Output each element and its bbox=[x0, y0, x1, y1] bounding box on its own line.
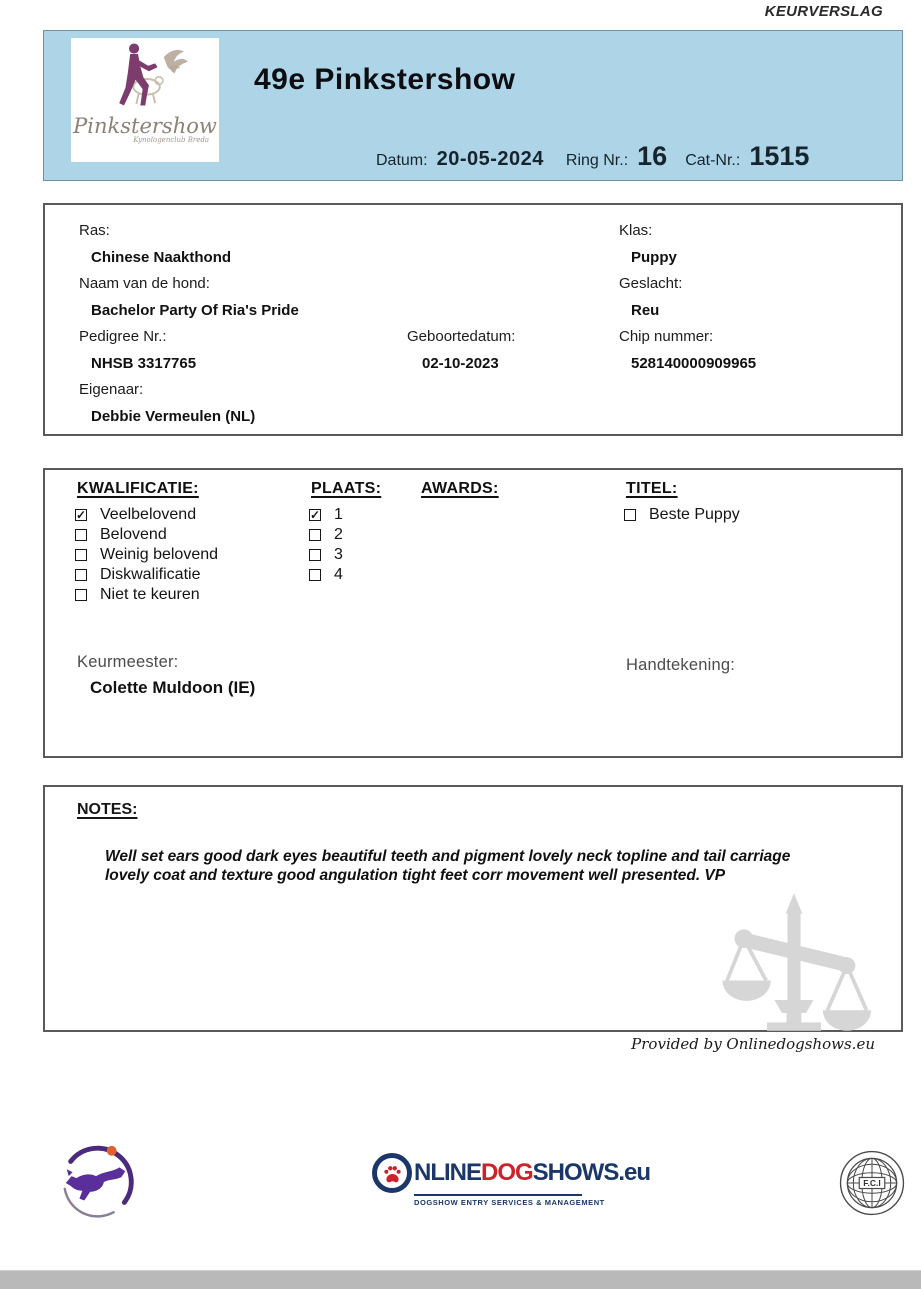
header-meta bbox=[376, 141, 827, 172]
ring-nr-label: Ring Nr.: bbox=[565, 152, 629, 169]
checkbox-option[interactable] bbox=[309, 545, 343, 563]
klas-label: Klas: bbox=[619, 222, 653, 239]
titel-options bbox=[624, 505, 740, 523]
ring-nr-value: 16 bbox=[637, 141, 668, 171]
notes-text: Well set ears good dark eyes beautiful teeth and pigment lovely neck topline and tail carriage lovely coat and texture good angulation tight feet corr movement well presented. VP bbox=[105, 848, 791, 884]
handtekening-label: Handtekening: bbox=[626, 656, 736, 674]
show-header bbox=[43, 30, 903, 181]
provided-by-text: Provided by Onlinedogshows.eu bbox=[631, 1035, 875, 1053]
checkbox-option[interactable] bbox=[75, 545, 219, 563]
plaats-options bbox=[309, 505, 343, 583]
checkbox-checked-icon[interactable]: ✓ bbox=[75, 507, 87, 522]
checkbox-unchecked-icon[interactable] bbox=[624, 509, 636, 521]
naam-value: Bachelor Party Of Ria's Pride bbox=[91, 302, 299, 319]
geslacht-value: Reu bbox=[631, 302, 660, 319]
ods-tagline: DOGSHOW ENTRY SERVICES & MANAGEMENT bbox=[414, 1198, 605, 1207]
eigenaar-label: Eigenaar: bbox=[79, 381, 144, 398]
paw-icon bbox=[382, 1163, 403, 1184]
checkbox-label: 2 bbox=[334, 525, 343, 543]
chip-label: Chip nummer: bbox=[619, 328, 714, 345]
checkbox-unchecked-icon[interactable] bbox=[75, 569, 87, 581]
fci-label: F.C.I bbox=[863, 1177, 881, 1188]
checkbox-checked-icon[interactable]: ✓ bbox=[309, 507, 321, 522]
onlinedogshows-logo bbox=[372, 1153, 650, 1207]
document-type-label: KEURVERSLAG bbox=[764, 3, 883, 20]
kwalificatie-options bbox=[75, 505, 219, 603]
show-title: 49e Pinkstershow bbox=[254, 63, 516, 96]
pinkstershow-figure-icon bbox=[90, 40, 200, 118]
checkbox-option[interactable] bbox=[309, 525, 343, 543]
keurmeester-value: Colette Muldoon (IE) bbox=[90, 678, 256, 697]
checkbox-label: Veelbelovend bbox=[100, 505, 197, 523]
ods-part-eu: .eu bbox=[618, 1159, 651, 1186]
checkbox-label: 3 bbox=[334, 545, 343, 563]
ras-value: Chinese Naakthond bbox=[91, 249, 232, 266]
checkbox-unchecked-icon[interactable] bbox=[75, 589, 87, 601]
pinkstershow-logo-subtext: Kynologenclub Breda bbox=[133, 136, 209, 144]
checkbox-label: 4 bbox=[334, 565, 343, 583]
dog-club-logo-icon bbox=[53, 1140, 141, 1222]
checkbox-unchecked-icon[interactable] bbox=[75, 529, 87, 541]
pinkstershow-logo bbox=[71, 38, 219, 162]
kwalificatie-header: KWALIFICATIE: bbox=[77, 480, 199, 497]
plaats-header: PLAATS: bbox=[311, 480, 382, 497]
cat-nr-label: Cat-Nr.: bbox=[685, 152, 741, 169]
checkbox-option[interactable] bbox=[75, 505, 218, 523]
checkbox-label: Niet te keuren bbox=[100, 585, 200, 603]
checkbox-option[interactable] bbox=[75, 525, 218, 543]
fci-logo-icon bbox=[838, 1149, 906, 1217]
keurmeester-label: Keurmeester: bbox=[77, 653, 179, 671]
scales-watermark-icon bbox=[715, 890, 873, 1032]
checkbox-option[interactable] bbox=[309, 505, 343, 523]
checkbox-unchecked-icon[interactable] bbox=[309, 529, 321, 541]
dog-info-box bbox=[43, 203, 903, 436]
checkbox-unchecked-icon[interactable] bbox=[75, 549, 87, 561]
notes-header: NOTES: bbox=[77, 801, 138, 818]
ods-part-shows: SHOWS bbox=[532, 1159, 619, 1186]
checkbox-label: Weinig belovend bbox=[100, 545, 219, 563]
chip-value: 528140000909965 bbox=[631, 355, 757, 372]
ods-part-dog: DOG bbox=[481, 1159, 533, 1186]
checkbox-label: Beste Puppy bbox=[649, 505, 740, 523]
onlinedogshows-text bbox=[414, 1159, 650, 1187]
checkbox-option[interactable] bbox=[309, 565, 343, 583]
qualification-box bbox=[43, 468, 903, 758]
awards-header: AWARDS: bbox=[421, 480, 499, 497]
pedigree-value: NHSB 3317765 bbox=[91, 355, 197, 372]
checkbox-option[interactable] bbox=[75, 565, 218, 583]
ras-label: Ras: bbox=[79, 222, 110, 239]
ods-part-online: NLINE bbox=[414, 1159, 481, 1186]
pinkstershow-logo-script: Pinkstershow bbox=[73, 114, 217, 138]
checkbox-option[interactable] bbox=[75, 585, 218, 603]
geboortedatum-value: 02-10-2023 bbox=[422, 355, 499, 372]
checkbox-label: 1 bbox=[334, 505, 343, 523]
titel-header: TITEL: bbox=[626, 480, 678, 497]
datum-value: 20-05-2024 bbox=[436, 148, 544, 170]
cat-nr-value: 1515 bbox=[749, 141, 810, 171]
checkbox-option[interactable] bbox=[624, 505, 740, 523]
checkbox-label: Diskwalificatie bbox=[100, 565, 201, 583]
notes-box bbox=[43, 785, 903, 1032]
eigenaar-value: Debbie Vermeulen (NL) bbox=[91, 408, 256, 425]
checkbox-unchecked-icon[interactable] bbox=[309, 549, 321, 561]
datum-label: Datum: bbox=[376, 152, 428, 169]
naam-label: Naam van de hond: bbox=[79, 275, 210, 292]
klas-value: Puppy bbox=[631, 249, 677, 266]
geboortedatum-label: Geboortedatum: bbox=[407, 328, 516, 345]
ods-divider bbox=[414, 1194, 582, 1196]
checkbox-unchecked-icon[interactable] bbox=[309, 569, 321, 581]
paw-circle-icon bbox=[372, 1153, 412, 1193]
pedigree-label: Pedigree Nr.: bbox=[79, 328, 167, 345]
geslacht-label: Geslacht: bbox=[619, 275, 683, 292]
checkbox-label: Belovend bbox=[100, 525, 167, 543]
onlinedogshows-wordmark bbox=[372, 1153, 650, 1193]
footer-bar bbox=[0, 1270, 921, 1289]
